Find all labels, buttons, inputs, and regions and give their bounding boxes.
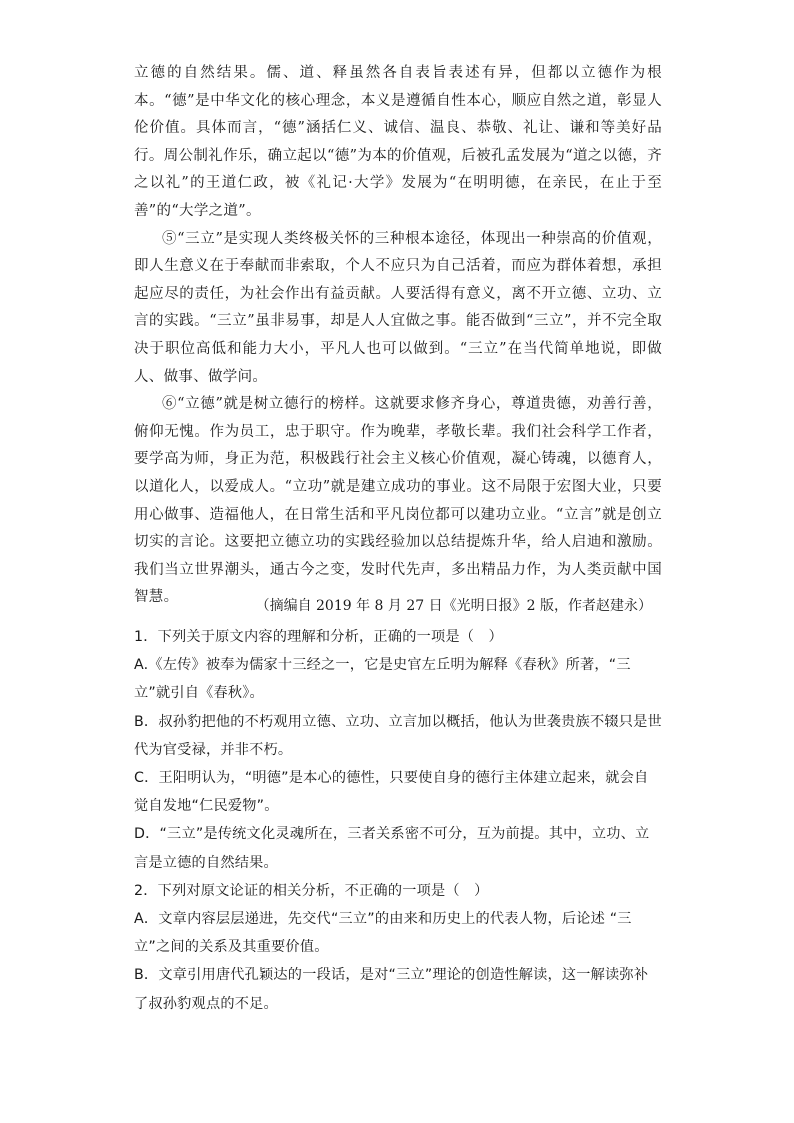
question-2-option-b: B．文章引用唐代孔颖达的一段话，是对“三立”理论的创造性解读，这一解读弥补了叔孙豹观点的不足。: [134, 967, 649, 1012]
paragraph-6: ⑥“立德”就是树立德行的榜样。这就要求修齐身心，尊道贵德，劝善行善，俯仰无愧。作为员工，忠于职守。作为晚辈，孝敬长辈。我们社会科学工作者，要学高为师，身正为范，积极践行社会主义核心价值观，凝心铸魂，以德育人，以道化人，以爱成人。“立功”就是建立成功的事业。这不局限于宏图大业，只要用心做事、造福他人，在日常生活和平凡岗位都可以建功立业。“立言”就是创立切实的言论。这要把立德立功的实践经验加以总结提炼升华，给人启迪和激励。我们当立世界潮头，通古今之变，发时代先声，多出精品力作，为人类贡献中国智慧。: [134, 396, 662, 606]
paragraph-5: ⑤“三立”是实现人类终极关怀的三种根本途径，体现出一种崇高的价值观，即人生意义在于奉献而非索取，个人不应只为自己活着，而应为群体着想，承担起应尽的责任，为社会作出有益贡献。人要活得有意义，离不开立德、立功、立言的实践。“三立”虽非易事，却是人人宜做之事。能否做到“三立”，并不完全取决于职位高低和能力大小，平凡人也可以做到。“三立”在当代简单地说，即做人、做事、做学问。: [134, 230, 662, 385]
reading-passage: [134, 60, 662, 612]
question-1-option-a: A.《左传》被奉为儒家十三经之一，它是史官左丘明为解释《春秋》所著，“三立”就引自《春秋》。: [134, 657, 631, 702]
paragraph-4-tail: 立德的自然结果。儒、道、释虽然各自表旨表述有异，但都以立德作为根本。“德”是中华文化的核心理念，本义是遵循自性本心，顺应自然之道，彰显人伦价值。具体而言，“德”涵括仁义、诚信、温良、恭敬、礼让、谦和等美好品行。周公制礼作乐，确立起以“德”为本的价值观，后被孔孟发展为“道之以德，齐之以礼”的王道仁政，被《礼记·大学》发展为“在明明德，在亲民，在止于至善”的“大学之道”。: [134, 65, 662, 219]
question-1-option-d: D．“三立”是传统文化灵魂所在，三者关系密不可分，互为前提。其中，立功、立言是立德的自然结果。: [134, 826, 650, 871]
questions-section: [134, 623, 662, 1018]
source-citation: （摘编自 2019 年 8 月 27 日《光明日报》2 版，作者赵建永）: [255, 598, 652, 614]
question-1-stem: 1．下列关于原文内容的理解和分析，正确的一项是（ ）: [134, 629, 503, 645]
question-1-option-c: C．王阳明认为，“明德”是本心的德性，只要使自身的德行主体建立起来，就会自觉自发地“仁民爱物”。: [134, 770, 649, 815]
question-2-option-a: A．文章内容层层递进，先交代“三立”的由来和历史上的代表人物，后论述 “三立”之间的关系及其重要价值。: [134, 911, 632, 956]
question-1-option-b: B．叔孙豹把他的不朽观用立德、立功、立言加以概括，他认为世袭贵族不辍只是世代为官受禄，并非不朽。: [134, 713, 662, 758]
question-2-stem: 2．下列对原文论证的相关分析，不正确的一项是（ ）: [134, 882, 489, 899]
